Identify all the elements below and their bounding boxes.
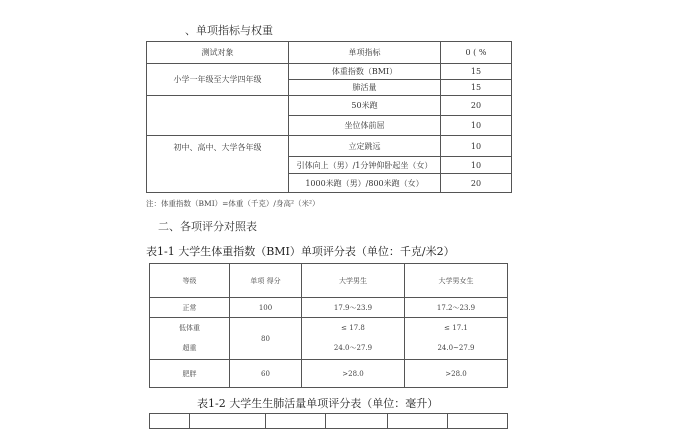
header-weight: 0 ( % (441, 42, 512, 64)
header-male: 大学男生 (302, 264, 405, 298)
weight-cell: 15 (441, 64, 512, 80)
table-caption-bmi: 表1-1 大学生体重指数（BMI）单项评分表（单位：千克/米2） (146, 245, 455, 258)
table-row (147, 64, 512, 80)
table-row (150, 298, 508, 318)
bmi-scoring-table (149, 263, 508, 388)
table-header-row (150, 414, 508, 429)
section-title-indicators: 、单项指标与权重 (185, 24, 273, 37)
score-cell: 60 (230, 360, 302, 388)
table-header-row (147, 42, 512, 64)
score-cell: 100 (230, 298, 302, 318)
bmi-note: 注：体重指数（BMI）=体重（千克）/身高²（米²） (146, 199, 320, 208)
weight-cell: 10 (441, 136, 512, 157)
weight-cell: 10 (441, 157, 512, 174)
weight-cell: 10 (441, 116, 512, 136)
table-header-row (150, 264, 508, 298)
grade-cell: 正常 (150, 298, 230, 318)
table-cell (190, 414, 266, 429)
table-row (147, 136, 512, 157)
table-cell (150, 414, 190, 429)
vital-capacity-table (149, 413, 508, 429)
table-cell (388, 414, 448, 429)
subject-primary-university: 小学一年级至大学四年级 (147, 64, 289, 96)
subject-blank-cell (147, 96, 289, 136)
indicator-cell: 引体向上（男）/1分钟仰卧起坐（女） (289, 157, 441, 174)
header-grade: 等级 (150, 264, 230, 298)
grade-cell: 低体重 (150, 318, 230, 338)
table-row (150, 318, 508, 338)
weight-cell: 15 (441, 80, 512, 96)
indicator-cell: 1000米跑（男）/800米跑（女） (289, 174, 441, 193)
section-title-scoring: 二、各项评分对照表 (158, 220, 257, 233)
header-indicator: 单项指标 (289, 42, 441, 64)
weight-cell: 20 (441, 96, 512, 116)
table-cell (326, 414, 388, 429)
weight-cell: 20 (441, 174, 512, 193)
male-range-cell: 17.9～23.9 (302, 298, 405, 318)
female-range-cell: 24.0~27.9 (405, 338, 508, 360)
header-subject: 测试对象 (147, 42, 289, 64)
table-row (147, 96, 512, 116)
female-range-cell: ≤ 17.1 (405, 318, 508, 338)
male-range-cell: >28.0 (302, 360, 405, 388)
indicator-cell: 立定跳远 (289, 136, 441, 157)
indicator-cell: 肺活量 (289, 80, 441, 96)
indicator-weight-table (146, 41, 512, 193)
table-row (150, 360, 508, 388)
grade-cell: 肥胖 (150, 360, 230, 388)
female-range-cell: >28.0 (405, 360, 508, 388)
score-cell-merged: 80 (230, 318, 302, 360)
indicator-cell: 坐位体前屈 (289, 116, 441, 136)
header-score: 单项 得分 (230, 264, 302, 298)
table-cell (266, 414, 326, 429)
female-range-cell: 17.2～23.9 (405, 298, 508, 318)
header-female: 大学男女生 (405, 264, 508, 298)
table-caption-vital-capacity: 表1-2 大学生生肺活量单项评分表（单位：毫升） (197, 397, 439, 410)
subject-middle-high-university: 初中、高中、大学各年级 (147, 136, 289, 193)
table-cell (448, 414, 508, 429)
male-range-cell: 24.0～27.9 (302, 338, 405, 360)
indicator-cell: 50米跑 (289, 96, 441, 116)
male-range-cell: ≤ 17.8 (302, 318, 405, 338)
table-row (150, 338, 508, 360)
indicator-cell: 体重指数（BMI） (289, 64, 441, 80)
grade-cell: 超重 (150, 338, 230, 360)
